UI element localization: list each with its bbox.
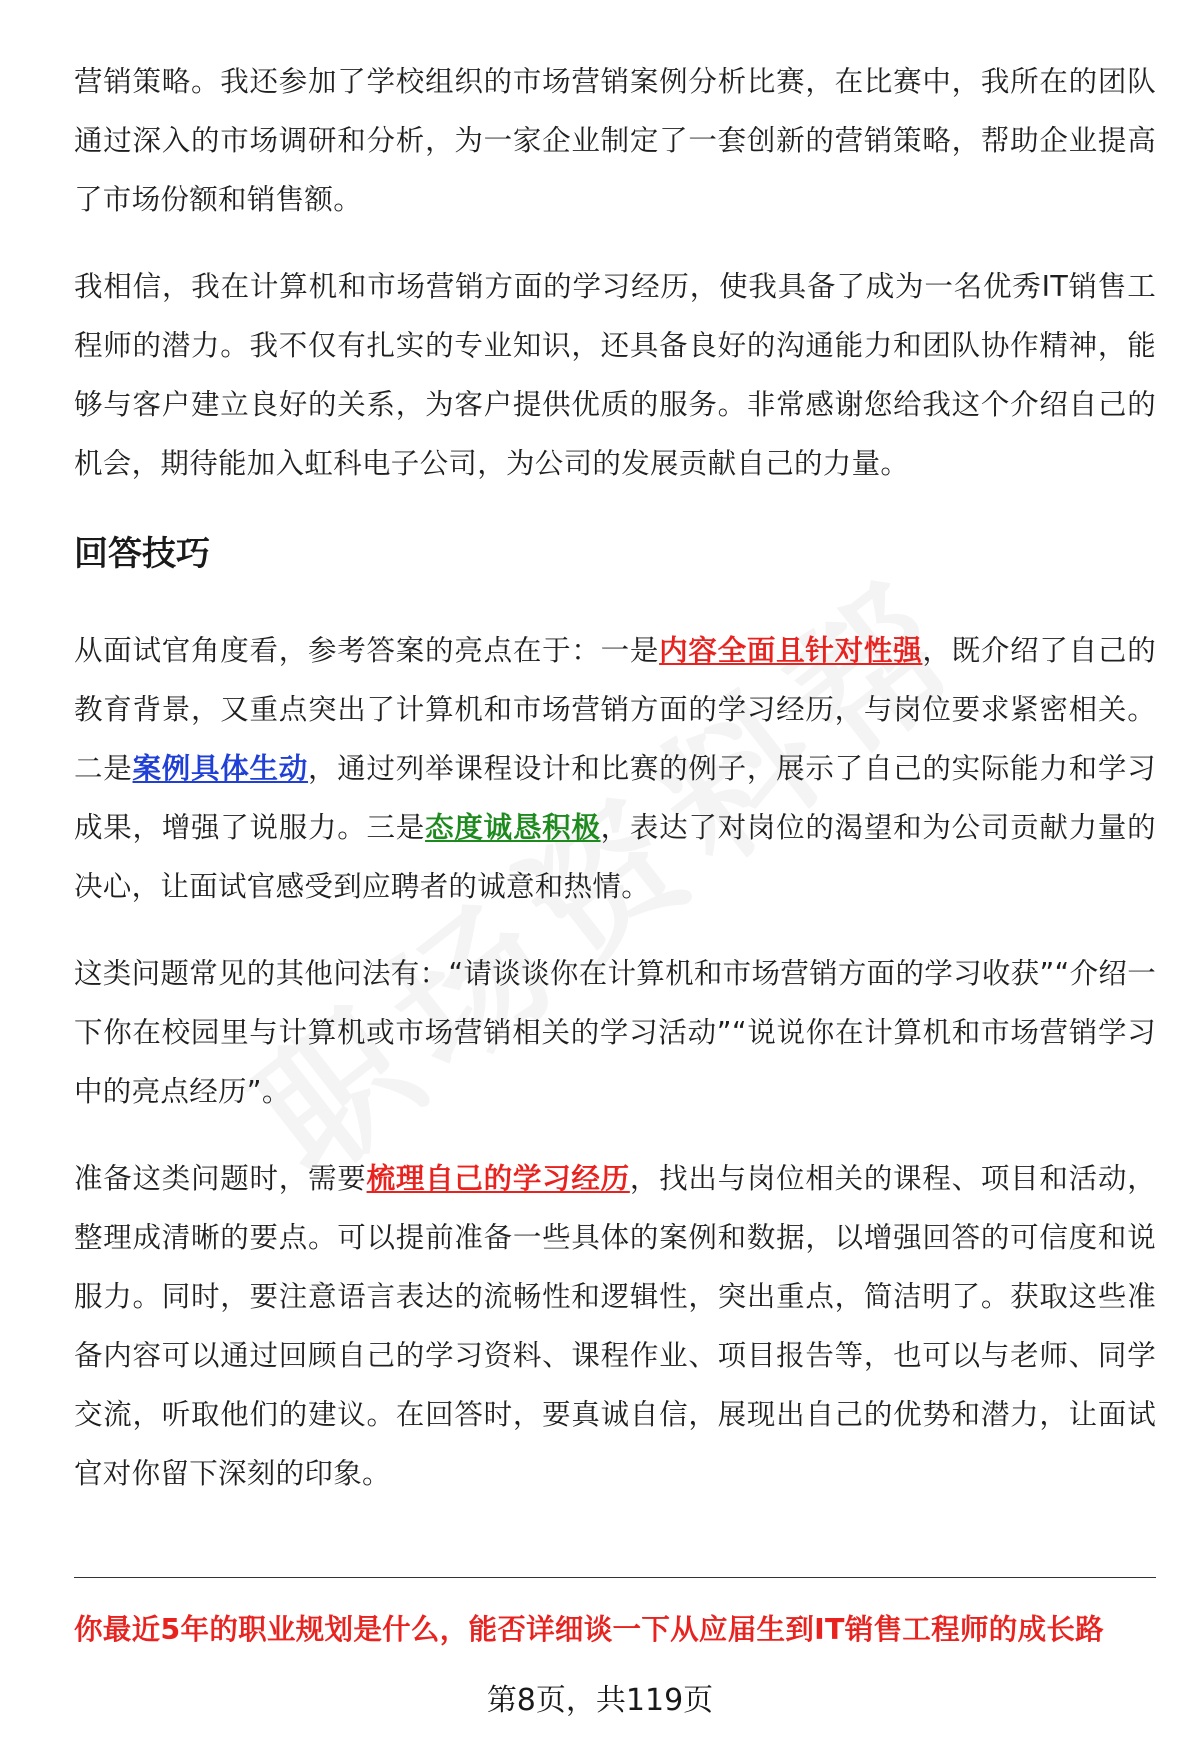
text-segment: ，通过列举课程设计和比赛的例子，展示了自己的实际能力和学习成果，增强了说服力。三是	[74, 752, 1156, 844]
divider	[74, 1577, 1156, 1578]
highlight-comprehensive: 内容全面且针对性强	[659, 634, 923, 667]
tips-paragraph-2: 这类问题常见的其他问法有：“请谈谈你在计算机和市场营销方面的学习收获”“介绍一下你在校园里与计算机或市场营销相关的学习活动”“说说你在计算机和市场营销学习中的亮点经历”。	[74, 957, 1156, 1108]
highlight-review-experience: 梳理自己的学习经历	[366, 1162, 630, 1195]
text-segment: ，找出与岗位相关的课程、项目和活动，整理成清晰的要点。可以提前准备一些具体的案例和数据，以增强回答的可信度和说服力。同时，要注意语言表达的流畅性和逻辑性，突出重点，简洁明了。获取这些准备内容可以通过回顾自己的学习资料、课程作业、项目报告等，也可以与老师、同学交流，听取他们的建议。在回答时，要真诚自信，展现出自己的优势和潜力，让面试官对你留下深刻的印象。	[74, 1162, 1156, 1490]
section-heading: 回答技巧	[74, 534, 210, 574]
intro-paragraph-1: 营销策略。我还参加了学校组织的市场营销案例分析比赛，在比赛中，我所在的团队通过深入的市场调研和分析，为一家企业制定了一套创新的营销策略，帮助企业提高了市场份额和销售额。	[74, 65, 1156, 216]
text-segment: ，既介绍了自己的教育背景，又重点突出了计算机和市场营销方面的学习经历，与岗位要求紧密相关。二是	[74, 634, 1156, 785]
highlight-specific-cases: 案例具体生动	[132, 752, 309, 785]
tips-paragraph-1	[74, 621, 1156, 916]
text-segment: ，表达了对岗位的渴望和为公司贡献力量的决心，让面试官感受到应聘者的诚意和热情。	[74, 811, 1156, 903]
highlight-sincere-attitude: 态度诚恳积极	[425, 811, 601, 844]
page-number: 第8页，共119页	[486, 1683, 714, 1718]
text-segment: 准备这类问题时，需要	[74, 1162, 367, 1195]
next-question-title: 你最近5年的职业规划是什么，能否详细谈一下从应届生到IT销售工程师的成长路	[74, 1613, 1104, 1646]
text-segment: 从面试官角度看，参考答案的亮点在于：一是	[74, 634, 660, 667]
document-body	[74, 52, 1156, 1531]
tips-paragraph-3	[74, 1149, 1156, 1503]
intro-paragraph-2: 我相信，我在计算机和市场营销方面的学习经历，使我具备了成为一名优秀IT销售工程师的潜力。我不仅有扎实的专业知识，还具备良好的沟通能力和团队协作精神，能够与客户建立良好的关系，为客户提供优质的服务。非常感谢您给我这个介绍自己的机会，期待能加入虹科电子公司，为公司的发展贡献自己的力量。	[74, 270, 1156, 480]
